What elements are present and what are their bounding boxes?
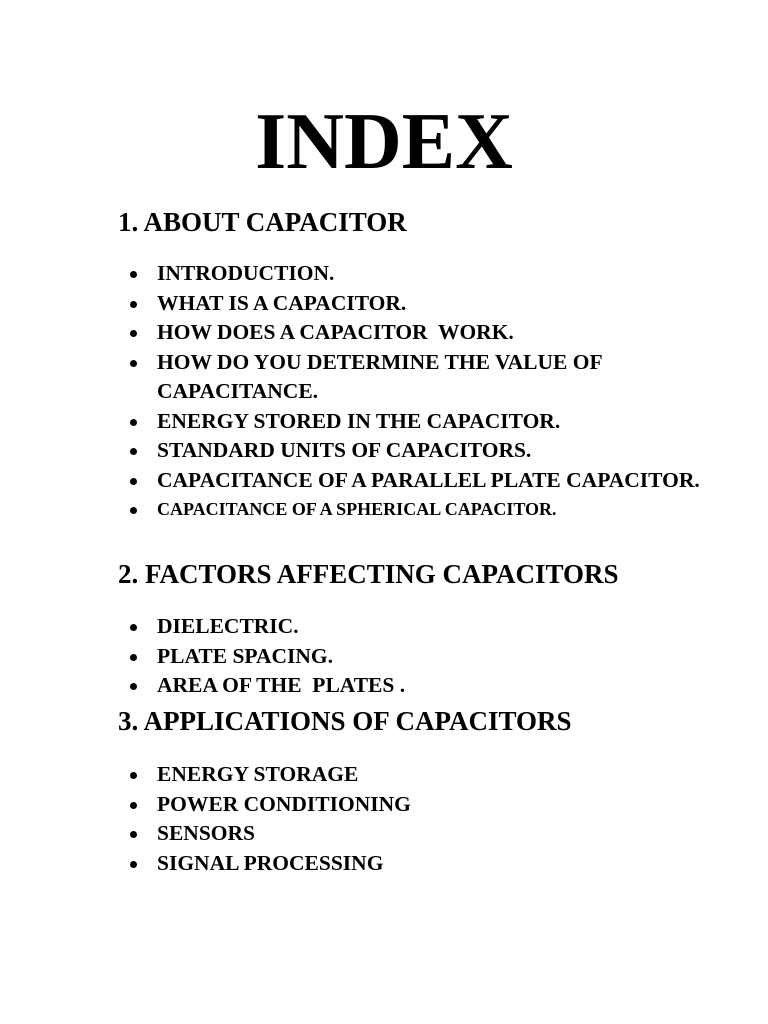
bullet-list: [118, 760, 758, 878]
bullet-icon: [130, 448, 137, 455]
list-item-text: CAPACITANCE OF A PARALLEL PLATE CAPACITOR.: [157, 467, 700, 492]
list-item: [118, 495, 758, 525]
list-item: [118, 318, 758, 348]
section-applications-of-capacitors: [118, 705, 758, 878]
list-item: [118, 642, 758, 672]
bullet-icon: [130, 271, 137, 278]
list-item-text: INTRODUCTION.: [157, 261, 335, 285]
list-item-text: SENSORS: [157, 821, 255, 845]
bullet-list: [118, 259, 758, 525]
list-item-text: ENERGY STORAGE: [157, 762, 359, 786]
bullet-icon: [130, 772, 137, 779]
bullet-icon: [130, 360, 137, 367]
list-item-text: WHAT IS A CAPACITOR.: [157, 290, 407, 315]
bullet-icon: [130, 330, 137, 337]
list-item-text: HOW DO YOU DETERMINE THE VALUE OF CAPACITANCE.: [157, 349, 602, 403]
section-heading: 3. APPLICATIONS OF CAPACITORS: [118, 706, 572, 736]
page-title: INDEX: [255, 98, 513, 186]
section-about-capacitor: [118, 206, 758, 525]
bullet-icon: [130, 831, 137, 838]
bullet-icon: [130, 624, 137, 631]
bullet-icon: [130, 683, 137, 690]
list-item: [118, 612, 758, 642]
bullet-icon: [130, 654, 137, 661]
list-item: [118, 289, 758, 319]
list-item: [118, 436, 758, 466]
section-factors-affecting-capacitors: [118, 558, 758, 701]
bullet-icon: [130, 301, 137, 308]
list-item: [118, 671, 758, 701]
bullet-icon: [130, 478, 137, 485]
list-item: [118, 259, 758, 289]
list-item: [118, 407, 758, 437]
bullet-icon: [130, 507, 137, 514]
list-item: [118, 819, 758, 849]
list-item-text: HOW DOES A CAPACITOR WORK.: [157, 320, 514, 344]
section-heading: 2. FACTORS AFFECTING CAPACITORS: [118, 559, 619, 589]
list-item: [118, 466, 758, 496]
list-item-text: AREA OF THE PLATES .: [157, 673, 406, 697]
list-item-text: ENERGY STORED IN THE CAPACITOR.: [157, 408, 561, 433]
list-item-text: SIGNAL PROCESSING: [157, 850, 384, 875]
list-item: [118, 348, 758, 407]
list-item-text: PLATE SPACING.: [157, 643, 333, 668]
bullet-list: [118, 612, 758, 701]
list-item: [118, 790, 758, 820]
section-heading: 1. ABOUT CAPACITOR: [118, 207, 407, 237]
list-item-text: DIELECTRIC.: [157, 614, 299, 638]
bullet-icon: [130, 419, 137, 426]
list-item: [118, 760, 758, 790]
list-item-text: STANDARD UNITS OF CAPACITORS.: [157, 438, 532, 462]
list-item-text: POWER CONDITIONING: [157, 791, 411, 816]
bullet-icon: [130, 861, 137, 868]
list-item: [118, 849, 758, 879]
list-item-text: CAPACITANCE OF A SPHERICAL CAPACITOR.: [157, 499, 557, 519]
bullet-icon: [130, 802, 137, 809]
